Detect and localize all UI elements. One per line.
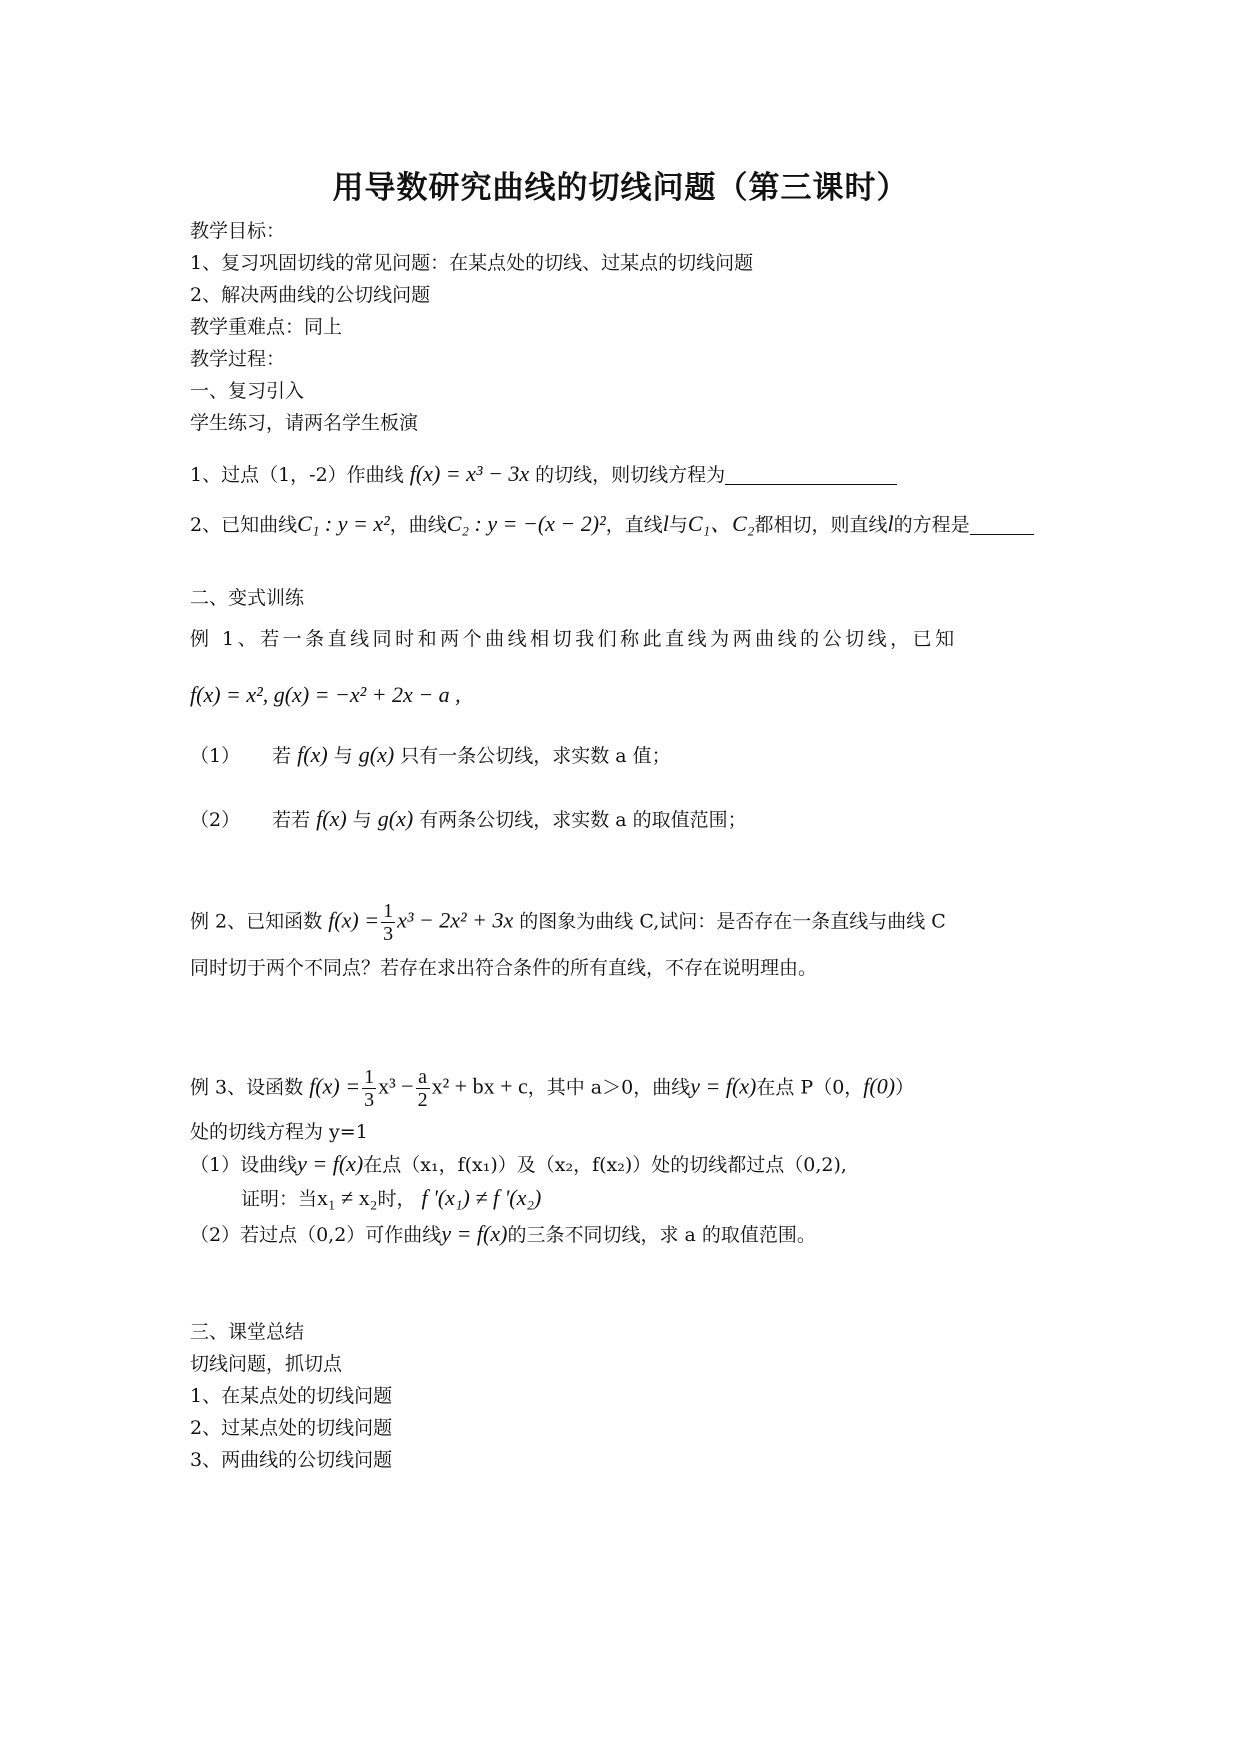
exercise-2-text: 的方程是 xyxy=(893,514,970,536)
part-text: 有两条公切线，求实数 a 的取值范围； xyxy=(419,809,747,831)
part-text: 若 xyxy=(272,745,292,767)
answer-blank xyxy=(725,484,897,485)
example-2-line-2: 同时切于两个不同点？若存在求出符合条件的所有直线，不存在说明理由。 xyxy=(190,957,818,979)
curve-y-fx: y = f(x) xyxy=(297,1151,364,1176)
example-3-part-1 xyxy=(190,1152,847,1177)
proof-result: f '(x₁) ≠ f '(x₂) xyxy=(421,1185,542,1210)
function-f: f(x) xyxy=(316,806,347,831)
example-3-proof xyxy=(241,1186,541,1211)
exercise-1-prefix: 1、过点（1，-2）作曲线 xyxy=(190,464,404,486)
part-number: （2） xyxy=(190,809,241,831)
answer-blank xyxy=(970,534,1034,535)
example-1-text: 例 1、若一条直线同时和两个曲线相切我们称此直线为两曲线的公切线，已知 xyxy=(190,628,958,650)
objective-item-1: 1、复习巩固切线的常见问题：在某点处的切线、过某点的切线问题 xyxy=(190,252,754,274)
exercise-2-text: 都相切，则直线 xyxy=(754,514,888,536)
example-3-text: 在点 P（0， xyxy=(756,1076,864,1099)
example-2-suffix: 的图象为曲线 C,试问：是否存在一条直线与曲线 C xyxy=(519,910,946,933)
example-3-text: ） xyxy=(895,1076,915,1099)
proof-text: 证明：当 xyxy=(241,1188,318,1210)
exercise-2-text: 与 xyxy=(668,514,688,536)
fraction-a-half: $\frac{a}{2}$ xyxy=(417,1066,428,1111)
part-text: 若若 xyxy=(272,809,311,831)
example-3-prefix: 例 3、设函数 xyxy=(190,1076,304,1099)
curve-y-fx: y = f(x) xyxy=(441,1221,508,1246)
example-3-part-2 xyxy=(190,1222,816,1247)
example-1-part-1 xyxy=(190,743,671,768)
example-2-formula: x³ − 2x² + 3x xyxy=(397,907,514,933)
section2-heading: 二、变式训练 xyxy=(190,587,305,609)
curve-y-fx: y = f(x) xyxy=(690,1073,757,1099)
example-1-part-2 xyxy=(190,807,747,832)
exercise-1-formula: f(x) = x³ − 3x xyxy=(409,461,530,486)
part-text: 的三条不同切线，求 a 的取值范围。 xyxy=(507,1224,816,1246)
curve-c2: C₂ : y = −(x − 2)² xyxy=(446,511,606,536)
part-number: （1） xyxy=(190,745,241,767)
page-title: 用导数研究曲线的切线问题（第三课时） xyxy=(332,170,909,206)
line-l: l xyxy=(887,511,894,536)
section1-intro: 学生练习，请两名学生板演 xyxy=(190,412,419,434)
part-text: 与 xyxy=(333,745,353,767)
exercise-1-suffix: 的切线，则切线方程为 xyxy=(535,464,726,486)
example-2 xyxy=(190,900,946,945)
summary-item-1: 1、在某点处的切线问题 xyxy=(190,1385,393,1407)
key-points: 教学重难点：同上 xyxy=(190,316,343,338)
exercise-2-prefix: 2、已知曲线 xyxy=(190,514,298,536)
example-1-formula-text: f(x) = x², g(x) = −x² + 2x − a , xyxy=(190,682,461,707)
value-f0: f(0) xyxy=(863,1073,896,1099)
proof-condition: x₁ ≠ x₂ xyxy=(317,1185,378,1210)
section1-heading: 一、复习引入 xyxy=(190,380,305,402)
fraction-one-third: $\frac{1}{3}$ xyxy=(383,900,394,945)
example-3-line-2: 处的切线方程为 y=1 xyxy=(190,1121,368,1143)
function-f: f(x) = xyxy=(328,907,380,933)
exercise-2-text: ，曲线 xyxy=(389,514,447,536)
example-3-text: ，其中 a＞0，曲线 xyxy=(527,1076,691,1099)
objectives-heading: 教学目标： xyxy=(190,220,286,242)
curves-c1-c2: C₁、C₂ xyxy=(687,511,755,536)
proof-text: 时， xyxy=(377,1188,416,1210)
process-heading: 教学过程： xyxy=(190,348,286,370)
example-3 xyxy=(190,1066,914,1111)
example-3-formula: x³ − xyxy=(378,1073,414,1099)
example-1-formula xyxy=(190,683,461,708)
part-text: 只有一条公切线，求实数 a 值； xyxy=(400,745,671,767)
exercise-2 xyxy=(190,512,1034,537)
fraction-one-third: $\frac{1}{3}$ xyxy=(364,1066,375,1111)
summary-item-2: 2、过某点处的切线问题 xyxy=(190,1417,393,1439)
part-text: 在点（x₁，f(x₁)）及（x₂，f(x₂)）处的切线都过点（0,2), xyxy=(363,1154,847,1176)
exercise-2-text: ，直线 xyxy=(605,514,663,536)
part-text: （2）若过点（0,2）可作曲线 xyxy=(190,1224,442,1246)
section3-heading: 三、课堂总结 xyxy=(190,1321,305,1343)
curve-c1: C₁ : y = x² xyxy=(297,511,390,536)
function-g: g(x) xyxy=(377,806,414,831)
example-2-prefix: 例 2、已知函数 xyxy=(190,910,323,933)
function-g: g(x) xyxy=(358,742,395,767)
summary-line: 切线问题，抓切点 xyxy=(190,1353,343,1375)
line-l: l xyxy=(662,511,669,536)
summary-item-3: 3、两曲线的公切线问题 xyxy=(190,1449,393,1471)
part-text: （1）设曲线 xyxy=(190,1154,298,1176)
example-3-formula: x² + bx + c xyxy=(431,1073,528,1099)
function-f: f(x) = xyxy=(309,1073,361,1099)
exercise-1 xyxy=(190,462,897,487)
part-text: 与 xyxy=(352,809,372,831)
function-f: f(x) xyxy=(297,742,328,767)
objective-item-2: 2、解决两曲线的公切线问题 xyxy=(190,284,431,306)
